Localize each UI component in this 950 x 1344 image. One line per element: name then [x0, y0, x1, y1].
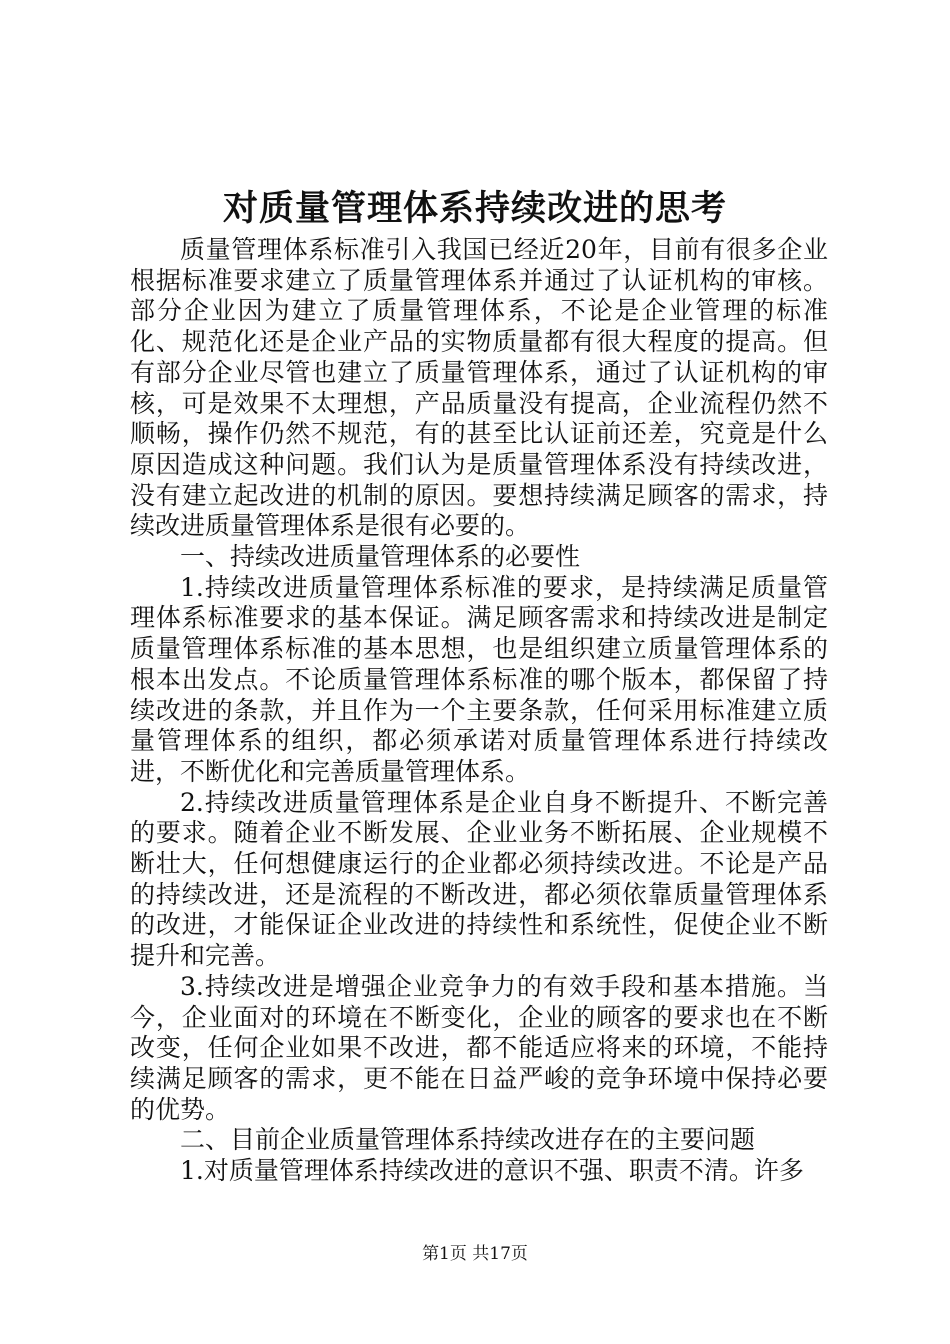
- body-paragraph-1-2: 2.持续改进质量管理体系是企业自身不断提升、不断完善的要求。随着企业不断发展、企业业务不断拓展、企业规模不断壮大，任何想健康运行的企业都必须持续改进。不论是产品的持续改进，还是流程的不断改进，都必须依靠质量管理体系的改进，才能保证企业改进的持续性和系统性，促使企业不断提升和完善。: [130, 787, 828, 971]
- body-paragraph-1-1: 1.持续改进质量管理体系标准的要求，是持续满足质量管理体系标准要求的基本保证。满足顾客需求和持续改进是制定质量管理体系标准的基本思想，也是组织建立质量管理体系的根本出发点。不论质量管理体系标准的哪个版本，都保留了持续改进的条款，并且作为一个主要条款，任何采用标准建立质量管理体系的组织，都必须承诺对质量管理体系进行持续改进，不断优化和完善质量管理体系。: [130, 572, 828, 786]
- document-body: [130, 235, 828, 1187]
- section-heading-2: 二、目前企业质量管理体系持续改进存在的主要问题: [180, 1125, 756, 1155]
- page-number-footer: 第1页 共17页: [422, 1244, 528, 1264]
- section-heading-1: 一、持续改进质量管理体系的必要性: [180, 542, 581, 572]
- body-paragraph-1-3: 3.持续改进是增强企业竞争力的有效手段和基本措施。当今，企业面对的环境在不断变化，企业的顾客的要求也在不断改变，任何企业如果不改进，都不能适应将来的环境，不能持续满足顾客的需求，更不能在日益严峻的竞争环境中保持必要的优势。: [130, 971, 828, 1124]
- body-paragraph-intro: 质量管理体系标准引入我国已经近20年，目前有很多企业根据标准要求建立了质量管理体系并通过了认证机构的审核。部分企业因为建立了质量管理体系，不论是企业管理的标准化、规范化还是企业产品的实物质量都有很大程度的提高。但有部分企业尽管也建立了质量管理体系，通过了认证机构的审核，可是效果不太理想，产品质量没有提高，企业流程仍然不顺畅，操作仍然不规范，有的甚至比认证前还差，究竟是什么原因造成这种问题。我们认为是质量管理体系没有持续改进，没有建立起改进的机制的原因。要想持续满足顾客的需求，持续改进质量管理体系是很有必要的。: [130, 235, 828, 541]
- document-title: 对质量管理体系持续改进的思考: [222, 188, 727, 229]
- body-paragraph-2-1: 1.对质量管理体系持续改进的意识不强、职责不清。许多: [180, 1156, 804, 1186]
